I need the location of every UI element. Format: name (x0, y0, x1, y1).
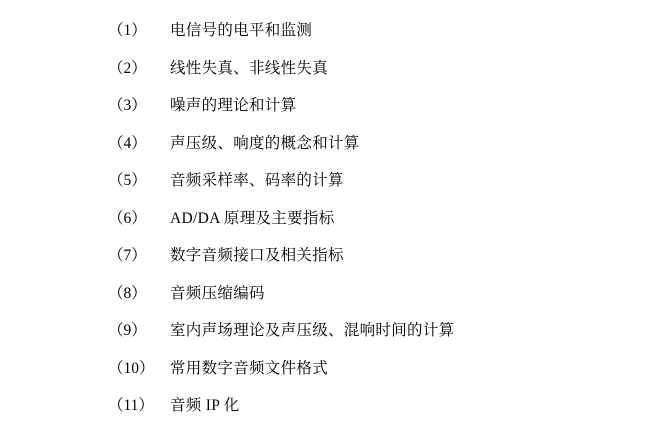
list-item-text: 线性失真、非线性失真 (170, 59, 329, 77)
list-item-text: 常用数字音频文件格式 (170, 359, 329, 377)
list-item-text: 噪声的理论和计算 (170, 97, 297, 114)
list-item (0, 356, 650, 394)
list-item-marker: （2） (108, 59, 147, 77)
list-item-marker: （6） (108, 209, 147, 227)
list-item-text: 室内声场理论及声压级、混响时间的计算 (170, 322, 455, 339)
list-item (0, 318, 650, 356)
list-item-marker: （4） (108, 134, 147, 152)
list-item (0, 393, 650, 431)
list-item (0, 93, 650, 131)
list-item (0, 243, 650, 281)
list-item-text: 数字音频接口及相关指标 (170, 247, 344, 264)
list-item-marker: （5） (108, 172, 147, 189)
list-item-marker: （11） (108, 397, 154, 414)
list-item (0, 281, 650, 319)
list-item (0, 56, 650, 94)
list-item-text: 音频采样率、码率的计算 (170, 172, 344, 189)
list-item-text: 电信号的电平和监测 (170, 22, 313, 39)
list-item-marker: （7） (108, 247, 147, 264)
list-item-text: 音频 IP 化 (170, 397, 240, 414)
numbered-list (0, 18, 650, 431)
list-item-marker: （10） (108, 359, 155, 377)
list-item-text: 音频压缩编码 (170, 284, 265, 302)
list-item-marker: （8） (108, 284, 147, 302)
list-item-text: AD/DA 原理及主要指标 (170, 209, 335, 227)
list-item-marker: （3） (108, 97, 147, 114)
list-item-marker: （1） (108, 22, 147, 39)
list-item (0, 131, 650, 169)
list-item (0, 18, 650, 56)
list-item-marker: （9） (108, 322, 147, 339)
list-item (0, 206, 650, 244)
list-item-text: 声压级、响度的概念和计算 (170, 134, 360, 152)
list-item (0, 168, 650, 206)
